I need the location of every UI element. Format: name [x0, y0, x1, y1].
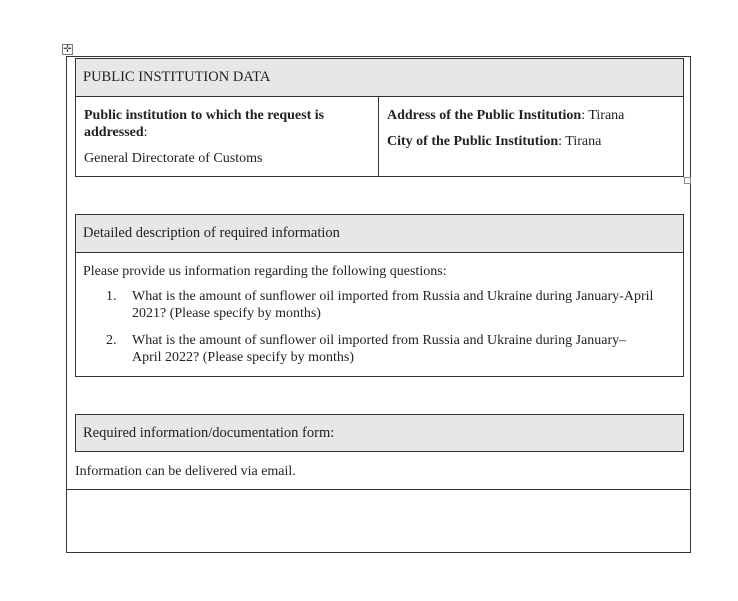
- question-number: 2.: [106, 333, 117, 348]
- public-institution-data-table: [75, 58, 684, 177]
- institution-name-value: General Directorate of Customs: [84, 151, 263, 166]
- documentation-form-header: Required information/documentation form:: [76, 415, 683, 451]
- address-label: Address of the Public Institution: [387, 108, 582, 123]
- public-institution-data-header: PUBLIC INSTITUTION DATA: [76, 59, 683, 97]
- institution-name-label: Public institution to which the request is addressed: [84, 108, 325, 140]
- list-item[interactable]: [76, 332, 683, 366]
- question-text: What is the amount of sunflower oil imported from Russia and Ukraine during January–April 2022? (Please specify by months): [132, 333, 627, 365]
- address-value: : Tirana: [581, 108, 625, 123]
- table-resize-handle-icon[interactable]: [684, 177, 691, 184]
- institution-name-cell[interactable]: [76, 97, 379, 177]
- question-list: [76, 288, 683, 366]
- description-table: [75, 214, 684, 377]
- list-item[interactable]: [76, 288, 683, 322]
- city-label: City of the Public Institution: [387, 134, 559, 149]
- delivery-note[interactable]: Information can be delivered via email.: [75, 464, 296, 479]
- institution-address-cell[interactable]: [379, 97, 683, 177]
- city-value: : Tirana: [558, 134, 602, 149]
- documentation-form-table: [75, 414, 684, 452]
- table-move-handle-icon[interactable]: ✛: [63, 44, 72, 55]
- question-text: What is the amount of sunflower oil imported from Russia and Ukraine during January-April 2021? (Please specify by months): [132, 289, 654, 321]
- description-header: Detailed description of required information: [76, 215, 683, 253]
- table-row-divider: [66, 489, 691, 490]
- institution-name-colon: :: [143, 125, 148, 140]
- question-number: 1.: [106, 289, 117, 304]
- description-intro[interactable]: Please provide us information regarding the following questions:: [83, 264, 447, 279]
